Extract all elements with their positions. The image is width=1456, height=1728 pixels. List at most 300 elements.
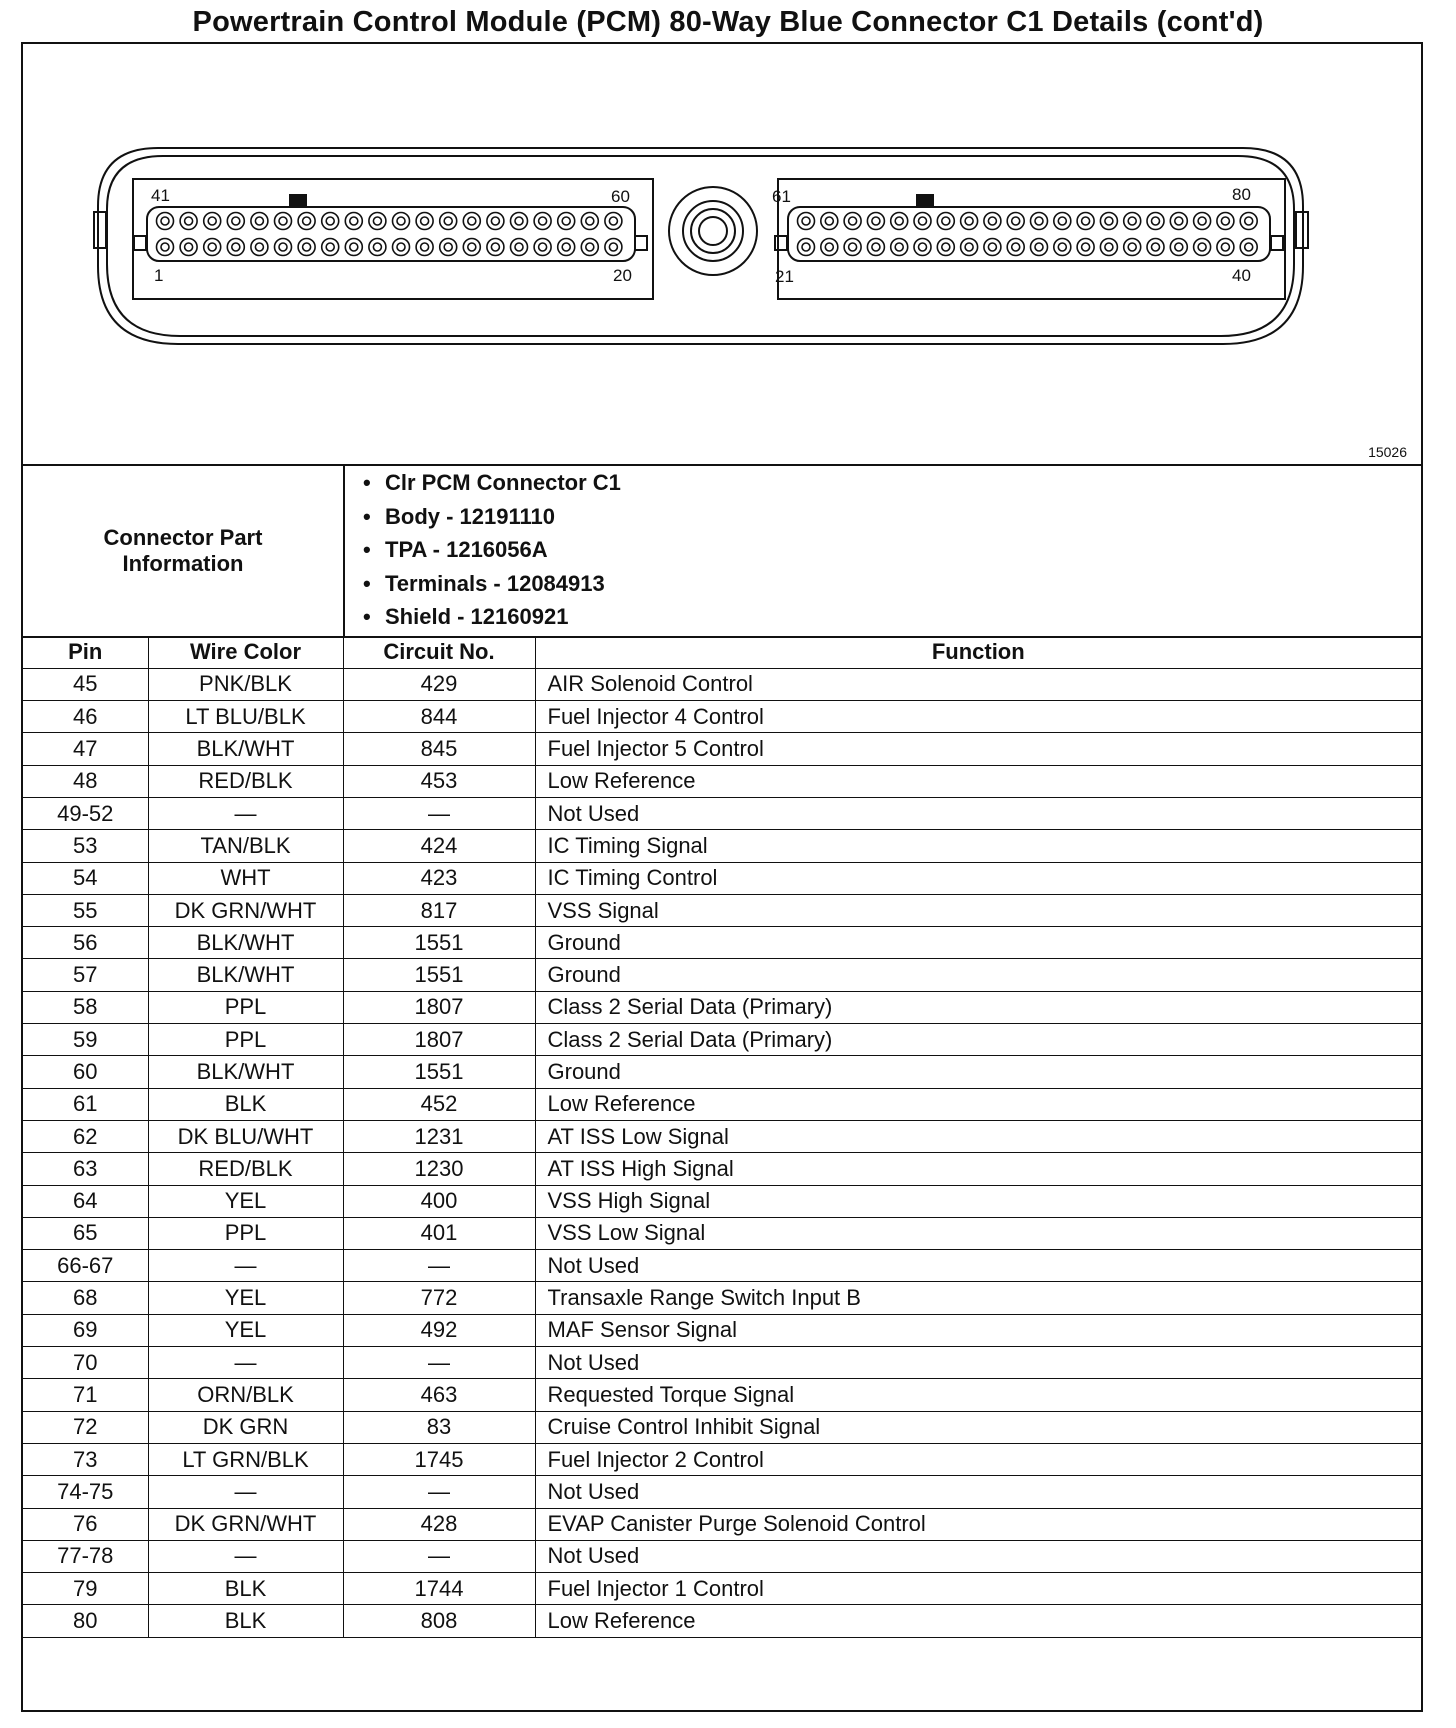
table-row	[23, 1605, 1421, 1637]
wire-color-cell: PPL	[148, 1217, 343, 1249]
pin-socket	[393, 239, 410, 256]
circuit-no-cell: 1551	[343, 1056, 535, 1088]
pin-contact	[802, 217, 810, 225]
wire-color-cell: LT GRN/BLK	[148, 1443, 343, 1475]
part-info-list	[363, 466, 621, 634]
pin-cell: 59	[23, 1024, 148, 1056]
function-cell: Not Used	[535, 1347, 1421, 1379]
pin-contact	[1152, 243, 1160, 251]
table-row	[23, 1508, 1421, 1540]
part-info-item: • TPA - 1216056A	[363, 533, 621, 567]
function-cell: VSS High Signal	[535, 1185, 1421, 1217]
wire-color-cell: BLK/WHT	[148, 959, 343, 991]
wire-color-cell: —	[148, 1250, 343, 1282]
circuit-no-cell: —	[343, 1347, 535, 1379]
pin-socket	[393, 213, 410, 230]
table-row	[23, 1540, 1421, 1572]
pin-socket	[298, 213, 315, 230]
pin-contact	[919, 217, 927, 225]
pin-contact	[515, 217, 523, 225]
right-pin-block	[788, 207, 1270, 261]
pin-contact	[208, 217, 216, 225]
function-cell: Fuel Injector 2 Control	[535, 1443, 1421, 1475]
pin-contact	[326, 243, 334, 251]
pin-contact	[326, 217, 334, 225]
pin-contact	[562, 243, 570, 251]
pin-socket	[180, 213, 197, 230]
pin-contact	[255, 243, 263, 251]
header-wire-color: Wire Color	[148, 636, 343, 668]
pin-socket	[204, 213, 221, 230]
table-row	[23, 1314, 1421, 1346]
pin-contact	[1128, 243, 1136, 251]
pin-contact	[609, 217, 617, 225]
pin-contact	[1221, 243, 1229, 251]
pin-cell: 69	[23, 1314, 148, 1346]
table-row	[23, 1347, 1421, 1379]
wire-color-cell: ORN/BLK	[148, 1379, 343, 1411]
pin-contact	[444, 217, 452, 225]
wire-color-cell: —	[148, 1476, 343, 1508]
pin-contact	[1175, 217, 1183, 225]
pin-contact	[161, 243, 169, 251]
function-cell: Not Used	[535, 1476, 1421, 1508]
pin-socket	[440, 213, 457, 230]
left-polarity-mark	[289, 194, 307, 206]
pin-socket	[844, 239, 861, 256]
table-row	[23, 668, 1421, 700]
pin-socket	[157, 213, 174, 230]
pin-socket	[558, 239, 575, 256]
wire-color-cell: BLK/WHT	[148, 927, 343, 959]
pin-cell: 60	[23, 1056, 148, 1088]
pin-contact	[965, 243, 973, 251]
pin-contact	[232, 243, 240, 251]
table-row	[23, 1250, 1421, 1282]
pin-cell: 68	[23, 1282, 148, 1314]
connector-details-frame	[21, 42, 1423, 1712]
table-row	[23, 1153, 1421, 1185]
function-cell: AT ISS High Signal	[535, 1153, 1421, 1185]
table-row	[23, 733, 1421, 765]
wire-color-cell: —	[148, 797, 343, 829]
circuit-no-cell: 1551	[343, 927, 535, 959]
center-bolt-inner	[691, 209, 735, 253]
pin-socket	[275, 213, 292, 230]
pin-cell: 63	[23, 1153, 148, 1185]
pin-cell: 58	[23, 991, 148, 1023]
function-cell: Ground	[535, 1056, 1421, 1088]
pin-contact	[988, 243, 996, 251]
pin-contact	[491, 243, 499, 251]
figure-number: 15026	[1368, 444, 1407, 460]
pin-contact	[468, 217, 476, 225]
pin-socket	[1240, 239, 1257, 256]
pin-socket	[581, 213, 598, 230]
pin-contact	[350, 243, 358, 251]
wire-color-cell: YEL	[148, 1185, 343, 1217]
pin-socket	[1007, 239, 1024, 256]
pin-socket	[1170, 239, 1187, 256]
wire-color-cell: RED/BLK	[148, 1153, 343, 1185]
pin-socket	[844, 213, 861, 230]
pin-socket	[1217, 239, 1234, 256]
table-row	[23, 1056, 1421, 1088]
circuit-no-cell: 808	[343, 1605, 535, 1637]
pin-socket	[180, 239, 197, 256]
pin-contact	[1128, 217, 1136, 225]
wire-color-cell: BLK	[148, 1605, 343, 1637]
pin-socket	[322, 213, 339, 230]
wire-color-cell: YEL	[148, 1314, 343, 1346]
pin-contact	[586, 243, 594, 251]
circuit-no-cell: 423	[343, 862, 535, 894]
table-row	[23, 1185, 1421, 1217]
wire-color-cell: WHT	[148, 862, 343, 894]
pin-contact	[942, 217, 950, 225]
pin-contact	[849, 243, 857, 251]
wire-color-cell: —	[148, 1347, 343, 1379]
pin-socket	[1054, 239, 1071, 256]
function-cell: Not Used	[535, 797, 1421, 829]
pin-socket	[821, 239, 838, 256]
wire-color-cell: DK GRN/WHT	[148, 894, 343, 926]
pin-socket	[227, 213, 244, 230]
table-row	[23, 927, 1421, 959]
circuit-no-cell: 429	[343, 668, 535, 700]
table-row	[23, 1379, 1421, 1411]
part-info-item: • Body - 12191110	[363, 500, 621, 534]
right-key	[775, 236, 787, 250]
function-cell: AIR Solenoid Control	[535, 668, 1421, 700]
wire-color-cell: RED/BLK	[148, 765, 343, 797]
pin-cell: 47	[23, 733, 148, 765]
pin-socket	[1077, 239, 1094, 256]
pin-contact	[279, 243, 287, 251]
wire-color-cell: YEL	[148, 1282, 343, 1314]
wire-color-cell: LT BLU/BLK	[148, 701, 343, 733]
page-title: Powertrain Control Module (PCM) 80-Way Blue Connector C1 Details (cont'd)	[192, 6, 1264, 38]
connector-housing-inner	[107, 156, 1294, 336]
pin-contact	[491, 217, 499, 225]
pin-cell: 76	[23, 1508, 148, 1540]
pin-socket	[511, 239, 528, 256]
pin-label-40: 40	[1232, 266, 1251, 285]
circuit-no-cell: 844	[343, 701, 535, 733]
table-row	[23, 765, 1421, 797]
pin-contact	[1198, 243, 1206, 251]
pin-contact	[468, 243, 476, 251]
pin-socket	[821, 213, 838, 230]
pin-contact	[515, 243, 523, 251]
pin-contact	[232, 217, 240, 225]
pin-contact	[1221, 217, 1229, 225]
pin-contact	[586, 217, 594, 225]
pin-contact	[421, 243, 429, 251]
pin-socket	[204, 239, 221, 256]
pin-contact	[1035, 217, 1043, 225]
pin-socket	[961, 239, 978, 256]
pin-socket	[984, 239, 1001, 256]
pin-socket	[605, 213, 622, 230]
pin-contact	[942, 243, 950, 251]
pin-socket	[867, 239, 884, 256]
pin-socket	[961, 213, 978, 230]
circuit-no-cell: —	[343, 1250, 535, 1282]
circuit-no-cell: 428	[343, 1508, 535, 1540]
pin-socket	[581, 239, 598, 256]
pin-socket	[463, 213, 480, 230]
left-key-right	[635, 236, 647, 250]
function-cell: VSS Signal	[535, 894, 1421, 926]
pin-contact	[1082, 243, 1090, 251]
function-cell: EVAP Canister Purge Solenoid Control	[535, 1508, 1421, 1540]
pin-socket	[511, 213, 528, 230]
circuit-no-cell: 401	[343, 1217, 535, 1249]
circuit-no-cell: 452	[343, 1088, 535, 1120]
pin-contact	[1082, 217, 1090, 225]
pin-contact	[208, 243, 216, 251]
pin-socket	[1077, 213, 1094, 230]
pin-cell: 53	[23, 830, 148, 862]
pin-cell: 55	[23, 894, 148, 926]
pin-cell: 70	[23, 1347, 148, 1379]
circuit-no-cell: —	[343, 1540, 535, 1572]
pin-socket	[322, 239, 339, 256]
right-key-right	[1271, 236, 1283, 250]
pin-socket	[487, 213, 504, 230]
wire-color-cell: BLK	[148, 1088, 343, 1120]
circuit-no-cell: 1807	[343, 1024, 535, 1056]
function-cell: Low Reference	[535, 765, 1421, 797]
pin-socket	[937, 239, 954, 256]
pin-contact	[303, 243, 311, 251]
table-row	[23, 830, 1421, 862]
pin-socket	[487, 239, 504, 256]
pin-socket	[275, 239, 292, 256]
table-row	[23, 1120, 1421, 1152]
pin-socket	[416, 213, 433, 230]
pin-cell: 72	[23, 1411, 148, 1443]
pin-contact	[1245, 243, 1253, 251]
pin-cell: 45	[23, 668, 148, 700]
pin-cell: 49-52	[23, 797, 148, 829]
table-row	[23, 1411, 1421, 1443]
pin-socket	[558, 213, 575, 230]
function-cell: MAF Sensor Signal	[535, 1314, 1421, 1346]
pin-contact	[539, 243, 547, 251]
pin-cell: 80	[23, 1605, 148, 1637]
circuit-no-cell: 1744	[343, 1573, 535, 1605]
pin-socket	[463, 239, 480, 256]
pin-contact	[895, 243, 903, 251]
pin-contact	[562, 217, 570, 225]
circuit-no-cell: —	[343, 797, 535, 829]
pin-cell: 66-67	[23, 1250, 148, 1282]
pin-contact	[1245, 217, 1253, 225]
wire-color-cell: —	[148, 1540, 343, 1572]
pin-cell: 71	[23, 1379, 148, 1411]
function-cell: Class 2 Serial Data (Primary)	[535, 991, 1421, 1023]
pin-cell: 54	[23, 862, 148, 894]
pin-socket	[1007, 213, 1024, 230]
pin-contact	[919, 243, 927, 251]
pin-cell: 74-75	[23, 1476, 148, 1508]
function-cell: Ground	[535, 959, 1421, 991]
circuit-no-cell: 453	[343, 765, 535, 797]
pin-contact	[1175, 243, 1183, 251]
pin-contact	[421, 217, 429, 225]
pin-cell: 73	[23, 1443, 148, 1475]
function-cell: AT ISS Low Signal	[535, 1120, 1421, 1152]
wire-color-cell: DK BLU/WHT	[148, 1120, 343, 1152]
table-row	[23, 862, 1421, 894]
pin-contact	[849, 217, 857, 225]
function-cell: Fuel Injector 4 Control	[535, 701, 1421, 733]
function-cell: Fuel Injector 5 Control	[535, 733, 1421, 765]
pin-contact	[539, 217, 547, 225]
pin-socket	[251, 239, 268, 256]
pin-socket	[914, 239, 931, 256]
table-row	[23, 701, 1421, 733]
table-row	[23, 1217, 1421, 1249]
function-cell: Requested Torque Signal	[535, 1379, 1421, 1411]
pin-socket	[1240, 213, 1257, 230]
pin-contact	[1105, 217, 1113, 225]
pin-contact	[825, 243, 833, 251]
table-row	[23, 1476, 1421, 1508]
function-cell: Not Used	[535, 1250, 1421, 1282]
pin-socket	[227, 239, 244, 256]
pin-socket	[1124, 239, 1141, 256]
pin-socket	[1031, 239, 1048, 256]
pin-contact	[255, 217, 263, 225]
pin-socket	[1217, 213, 1234, 230]
pin-socket	[298, 239, 315, 256]
pin-contact	[397, 217, 405, 225]
part-info-item: • Clr PCM Connector C1	[363, 466, 621, 500]
pin-cell: 46	[23, 701, 148, 733]
pin-socket	[1194, 239, 1211, 256]
pin-socket	[369, 239, 386, 256]
function-cell: Low Reference	[535, 1605, 1421, 1637]
circuit-no-cell: 463	[343, 1379, 535, 1411]
function-cell: Ground	[535, 927, 1421, 959]
pin-contact	[373, 217, 381, 225]
pin-socket	[984, 213, 1001, 230]
pin-contact	[444, 243, 452, 251]
function-cell: Transaxle Range Switch Input B	[535, 1282, 1421, 1314]
table-row	[23, 991, 1421, 1023]
pin-cell: 56	[23, 927, 148, 959]
wire-color-cell: TAN/BLK	[148, 830, 343, 862]
function-cell: Not Used	[535, 1540, 1421, 1572]
pin-socket	[914, 213, 931, 230]
pin-socket	[798, 213, 815, 230]
pin-socket	[416, 239, 433, 256]
pin-contact	[802, 243, 810, 251]
pin-label-61: 61	[772, 187, 791, 206]
function-cell: IC Timing Control	[535, 862, 1421, 894]
pin-socket	[605, 239, 622, 256]
pin-cell: 64	[23, 1185, 148, 1217]
header-function: Function	[535, 636, 1421, 668]
circuit-no-cell: 1745	[343, 1443, 535, 1475]
pin-label-41: 41	[151, 186, 170, 205]
wire-color-cell: BLK/WHT	[148, 1056, 343, 1088]
pin-contact	[350, 217, 358, 225]
pin-contact	[609, 243, 617, 251]
pin-contact	[1152, 217, 1160, 225]
pin-socket	[534, 239, 551, 256]
pin-contact	[161, 217, 169, 225]
table-row	[23, 1282, 1421, 1314]
pin-socket	[251, 213, 268, 230]
left-latch	[94, 212, 106, 248]
pin-contact	[872, 217, 880, 225]
circuit-no-cell: 772	[343, 1282, 535, 1314]
pin-contact	[1012, 217, 1020, 225]
pin-socket	[1170, 213, 1187, 230]
pin-socket	[1147, 239, 1164, 256]
header-pin: Pin	[23, 636, 148, 668]
part-info-item: • Terminals - 12084913	[363, 567, 621, 601]
circuit-no-cell: 1230	[343, 1153, 535, 1185]
wire-color-cell: PPL	[148, 991, 343, 1023]
pin-cell: 65	[23, 1217, 148, 1249]
pin-socket	[345, 213, 362, 230]
pin-socket	[798, 239, 815, 256]
pin-contact	[965, 217, 973, 225]
pin-socket	[937, 213, 954, 230]
left-key	[134, 236, 146, 250]
pin-contact	[303, 217, 311, 225]
pin-contact	[872, 243, 880, 251]
left-pin-block	[147, 207, 635, 261]
wire-color-cell: DK GRN	[148, 1411, 343, 1443]
function-cell: Fuel Injector 1 Control	[535, 1573, 1421, 1605]
pin-socket	[1031, 213, 1048, 230]
pin-label-20: 20	[613, 266, 632, 285]
pin-socket	[1100, 239, 1117, 256]
table-row	[23, 797, 1421, 829]
pin-socket	[891, 213, 908, 230]
pin-label-1: 1	[154, 266, 164, 285]
function-cell: VSS Low Signal	[535, 1217, 1421, 1249]
pin-socket	[1124, 213, 1141, 230]
pin-socket	[1100, 213, 1117, 230]
pin-contact	[1058, 243, 1066, 251]
circuit-no-cell: 424	[343, 830, 535, 862]
table-row	[23, 894, 1421, 926]
pin-contact	[895, 217, 903, 225]
connector-part-information	[23, 466, 1421, 638]
table-row	[23, 1573, 1421, 1605]
pin-contact	[1035, 243, 1043, 251]
right-polarity-mark	[916, 194, 934, 206]
function-cell: Class 2 Serial Data (Primary)	[535, 1024, 1421, 1056]
pin-socket	[534, 213, 551, 230]
pin-contact	[1198, 217, 1206, 225]
function-cell: IC Timing Signal	[535, 830, 1421, 862]
circuit-no-cell: 1551	[343, 959, 535, 991]
pin-cell: 62	[23, 1120, 148, 1152]
circuit-no-cell: 1807	[343, 991, 535, 1023]
pin-socket	[1054, 213, 1071, 230]
circuit-no-cell: 817	[343, 894, 535, 926]
wire-color-cell: DK GRN/WHT	[148, 1508, 343, 1540]
wire-color-cell: PPL	[148, 1024, 343, 1056]
